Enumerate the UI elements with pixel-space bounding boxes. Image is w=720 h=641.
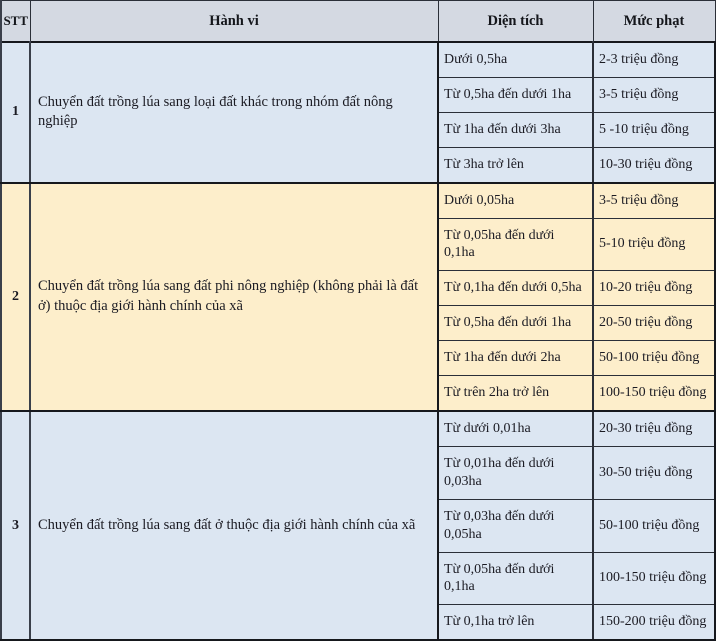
column-header-muc-phat: Mức phạt — [593, 1, 715, 43]
fine-amount-cell: 10-30 triệu đồng — [593, 147, 715, 182]
area-cell: Từ 0,1ha đến dưới 0,5ha — [438, 271, 593, 306]
table-row — [1, 183, 715, 218]
area-cell: Từ trên 2ha trở lên — [438, 376, 593, 411]
fine-amount-cell: 5-10 triệu đồng — [593, 218, 715, 271]
area-cell: Từ 0,03ha đến dưới 0,05ha — [438, 499, 593, 552]
row-number-cell: 3 — [1, 411, 30, 640]
fine-amount-cell: 10-20 triệu đồng — [593, 271, 715, 306]
area-cell: Dưới 0,5ha — [438, 42, 593, 77]
area-cell: Từ dưới 0,01ha — [438, 411, 593, 446]
column-header-hanh-vi: Hành vi — [30, 1, 438, 43]
fine-amount-cell: 2-3 triệu đồng — [593, 42, 715, 77]
violation-description-cell: Chuyển đất trồng lúa sang loại đất khác trong nhóm đất nông nghiệp — [30, 42, 438, 183]
area-cell: Từ 3ha trở lên — [438, 147, 593, 182]
fine-amount-cell: 30-50 triệu đồng — [593, 446, 715, 499]
fine-amount-cell: 50-100 triệu đồng — [593, 499, 715, 552]
area-cell: Từ 0,01ha đến dưới 0,03ha — [438, 446, 593, 499]
table-row — [1, 42, 715, 77]
fine-amount-cell: 20-30 triệu đồng — [593, 411, 715, 446]
table-row — [1, 411, 715, 446]
fine-amount-cell: 3-5 triệu đồng — [593, 77, 715, 112]
fine-amount-cell: 20-50 triệu đồng — [593, 306, 715, 341]
fine-amount-cell: 100-150 triệu đồng — [593, 376, 715, 411]
area-cell: Từ 0,5ha đến dưới 1ha — [438, 77, 593, 112]
fine-amount-cell: 50-100 triệu đồng — [593, 341, 715, 376]
column-header-stt: STT — [1, 1, 30, 43]
row-number-cell: 2 — [1, 183, 30, 411]
area-cell: Từ 0,5ha đến dưới 1ha — [438, 306, 593, 341]
violation-description-cell: Chuyển đất trồng lúa sang đất phi nông nghiệp (không phải là đất ở) thuộc địa giới hành chính của xã — [30, 183, 438, 411]
area-cell: Dưới 0,05ha — [438, 183, 593, 218]
table-body — [1, 42, 715, 640]
fine-amount-cell: 5 -10 triệu đồng — [593, 112, 715, 147]
fine-amount-cell: 100-150 triệu đồng — [593, 552, 715, 605]
area-cell: Từ 0,05ha đến dưới 0,1ha — [438, 218, 593, 271]
column-header-dien-tich: Diện tích — [438, 1, 593, 43]
area-cell: Từ 0,05ha đến dưới 0,1ha — [438, 552, 593, 605]
header-row — [1, 1, 715, 43]
fine-amount-cell: 3-5 triệu đồng — [593, 183, 715, 218]
area-cell: Từ 0,1ha trở lên — [438, 605, 593, 640]
violation-description-cell: Chuyển đất trồng lúa sang đất ở thuộc địa giới hành chính của xã — [30, 411, 438, 640]
row-number-cell: 1 — [1, 42, 30, 183]
area-cell: Từ 1ha đến dưới 3ha — [438, 112, 593, 147]
fine-amount-cell: 150-200 triệu đồng — [593, 605, 715, 640]
table-header — [1, 1, 715, 43]
area-cell: Từ 1ha đến dưới 2ha — [438, 341, 593, 376]
